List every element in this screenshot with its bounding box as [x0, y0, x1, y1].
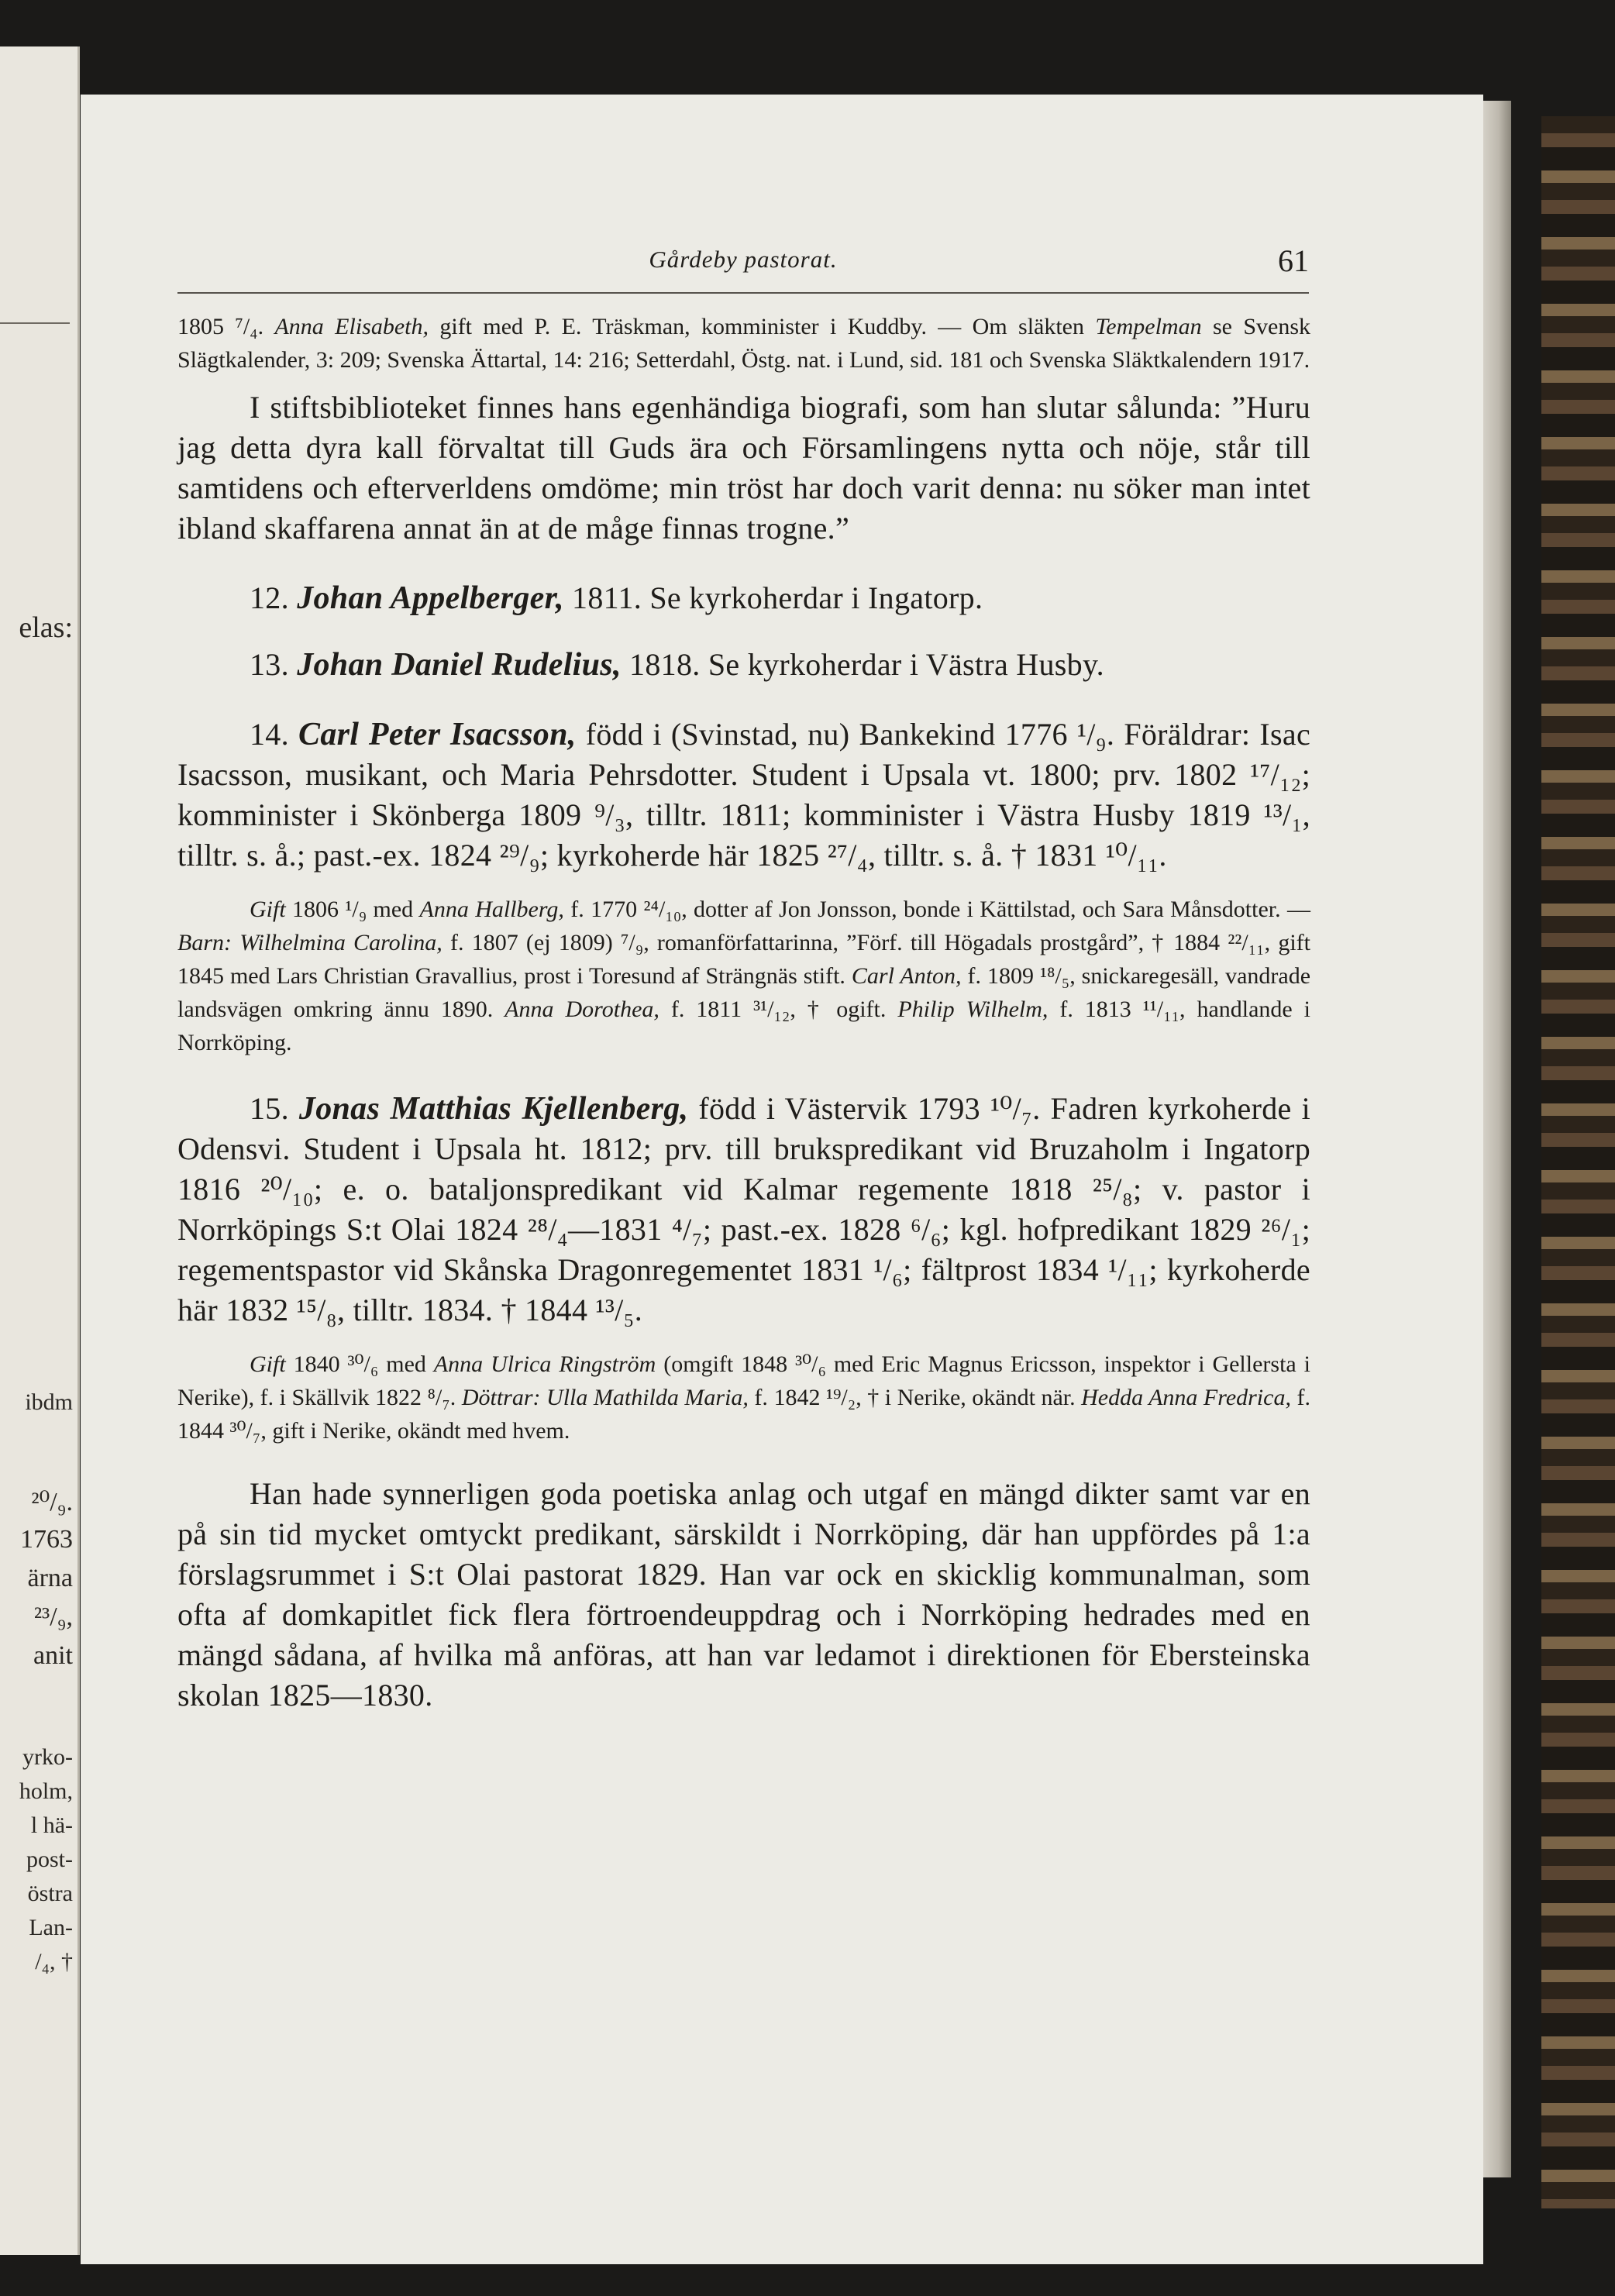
- page-stack-edge: [1480, 101, 1511, 2177]
- page-header: [177, 243, 1309, 294]
- note-text: f. 1807 (ej 1809) ⁷/₉, romanförfattarinna, ”Förf. till Högadals prostgård”, † 1884 ²²/₁₁, gift 1845 med Lars Christian Gravallius, prost i Toresund af Strängnäs stift.: [177, 930, 1311, 989]
- previous-page-fragment: östra: [27, 1881, 73, 1906]
- note-text: f. 1811 ³¹/₁₂, † ogift.: [659, 997, 898, 1022]
- previous-page-fragment: holm,: [19, 1778, 73, 1804]
- note-text: 1806 ¹/₉ med: [285, 897, 420, 922]
- note-name: Carl Anton,: [851, 963, 962, 989]
- entry-name: Johan Daniel Rudelius,: [297, 647, 622, 683]
- book-page: [81, 95, 1483, 2264]
- entry-name: Carl Peter Isacsson,: [298, 717, 577, 752]
- previous-page-fragment: /₄, †: [35, 1949, 73, 1974]
- previous-page-fragment: ärna: [27, 1564, 73, 1592]
- book-spine-edge: [1541, 116, 1615, 2208]
- note-name: Philip Wilhelm,: [897, 997, 1049, 1022]
- note-name: Anna Elisabeth,: [274, 314, 429, 339]
- note-text: f. 1770 ²⁴/₁₀, dotter af Jon Jonsson, bonde i Kättilstad, och Sara Månsdotter. —: [563, 897, 1310, 922]
- note-1805: [177, 310, 1310, 377]
- note-name: Barn: Wilhelmina Carolina,: [177, 930, 442, 955]
- note-text: f. 1813 ¹¹/₁₁, handlande i Norrköping.: [177, 997, 1311, 1055]
- entry-12: [177, 578, 1310, 618]
- note-name: Anna Dorothea,: [504, 997, 659, 1022]
- previous-page-edge: [0, 46, 80, 2255]
- previous-page-fragment: ²⁰/₉.: [31, 1488, 73, 1516]
- biography-quote-paragraph: I stiftsbiblioteket finnes hans egenhändiga biografi, som han slutar sålunda: ”Huru jag detta dyra kall förvaltat till Guds ära och Församlingens nytta och nöje, står till samtidens och efterverldens omdöme; min tröst har doch varit denna: nu söker man intet ibland skaffarena annat än at de måge finnas trogne.”: [177, 390, 1310, 546]
- previous-page-fragment: yrko-: [22, 1744, 73, 1770]
- previous-page-fragment: anit: [33, 1641, 73, 1670]
- note-text: gift med P. E. Träskman, komminister i Kuddby. — Om släkten: [429, 314, 1096, 339]
- note-text: se Svensk Slägtkalender, 3: 209; Svenska Ättartal, 14: 216; Setterdahl, Östg. nat. i Lund, sid. 181 och Svenska Släktkalendern 1917.: [177, 314, 1310, 373]
- entry-number: 14.: [250, 717, 299, 752]
- entry-name: Johan Appelberger,: [297, 580, 564, 616]
- note-name: Anna Hallberg,: [419, 897, 564, 922]
- note-label: Gift: [250, 1351, 286, 1377]
- closing-paragraph: Han hade synnerligen goda poetiska anlag och utgaf en mängd dikter samt var en på sin tid mycket omtyckt predikant, särskildt i Norrköping, där han uppfördes på 1:a förslagsrummet i S:t Olai pastorat 1829. Han var ock en skicklig kommunalman, som ofta af domkapitlet fick flera förtroendeuppdrag och i Norrköping hedrades med en mängd sådana, af hvilka må anföras, att han var ledamot i direktionen för Ebersteinska skolan 1825—1830.: [177, 1476, 1310, 1713]
- entry-number: 13.: [250, 647, 298, 682]
- page-body: [177, 310, 1310, 1716]
- entry-13: [177, 645, 1310, 685]
- note-text: f. 1809 ¹⁸/₅, snickaregesäll, vandrade landsvägen omkring ännu 1890.: [177, 963, 1311, 1022]
- note-family-name: Tempelman: [1095, 314, 1202, 339]
- note-text: (omgift 1848 ³⁰/₆ med Eric Magnus Ericsson, inspektor i Gellersta i Nerike), f. i Skällvik 1822 ⁸/₇.: [177, 1351, 1310, 1410]
- running-title: Gårdeby pastorat.: [649, 246, 838, 273]
- entry-14: [177, 714, 1310, 876]
- note-text: 1840 ³⁰/₆ med: [285, 1351, 434, 1377]
- entry-15: [177, 1089, 1310, 1330]
- note-text: f. 1844 ³⁰/₇, gift i Nerike, okändt med hvem.: [177, 1385, 1310, 1444]
- entry-number: 15.: [250, 1091, 299, 1126]
- entry-15-note: [177, 1348, 1310, 1447]
- previous-page-fragment: ²³/₉,: [33, 1602, 73, 1631]
- note-name: Hedda Anna Fredrica,: [1081, 1385, 1291, 1410]
- entry-text: 1818. Se kyrkoherdar i Västra Husby.: [621, 647, 1104, 682]
- page-number: 61: [1278, 243, 1309, 278]
- previous-page-fragment: ibdm: [25, 1389, 73, 1415]
- entry-text: 1811. Se kyrkoherdar i Ingatorp.: [563, 580, 983, 615]
- entry-text: född i Västervik 1793 ¹⁰/₇. Fadren kyrkoherde i Odensvi. Student i Upsala ht. 1812; prv. till brukspredikant vid Bruzaholm i Ingatorp 1816 ²⁰/₁₀; e. o. bataljonspredikant vid Kalmar regemente 1818 ²⁵/₈; v. pastor i Norrköpings S:t Olai 1824 ²⁸/₄—1831 ⁴/₇; past.-ex. 1828 ⁶/₆; kgl. hofpredikant 1829 ²⁶/₁; regementspastor vid Skånska Dragonregementet 1831 ¹/₆; fältprost 1834 ¹/₁₁; kyrkoherde här 1832 ¹⁵/₈, tilltr. 1834. † 1844 ¹³/₅.: [177, 1091, 1310, 1327]
- entry-name: Jonas Matthias Kjellenberg,: [298, 1091, 689, 1127]
- entry-14-note: [177, 893, 1310, 1059]
- previous-page-fragment: l hä-: [30, 1812, 73, 1838]
- note-name: Anna Ulrica Ringström: [433, 1351, 656, 1377]
- note-text: f. 1842 ¹⁹/₂, † i Nerike, okändt när.: [748, 1385, 1082, 1410]
- note-name: Döttrar: Ulla Mathilda Maria,: [461, 1385, 749, 1410]
- note-label: Gift: [250, 897, 286, 922]
- note-text: 1805 ⁷/₄.: [177, 314, 275, 339]
- previous-page-fragment: elas:: [19, 611, 73, 644]
- previous-page-fragment: 1763: [20, 1525, 73, 1554]
- previous-page-fragment: post-: [26, 1847, 73, 1872]
- previous-page-rule: [0, 322, 70, 324]
- previous-page-fragment: Lan-: [29, 1915, 73, 1940]
- entry-number: 12.: [250, 580, 298, 615]
- entry-text: född i (Svinstad, nu) Bankekind 1776 ¹/₉. Föräldrar: Isac Isacsson, musikant, och Maria Pehrsdotter. Student i Upsala vt. 1800; prv. 1802 ¹⁷/₁₂; komminister i Skönberga 1809 ⁹/₃, tilltr. 1811; komminister i Västra Husby 1819 ¹³/₁, tilltr. s. å.; past.-ex. 1824 ²⁹/₉; kyrkoherde här 1825 ²⁷/₄, tilltr. s. å. † 1831 ¹⁰/₁₁.: [177, 717, 1310, 873]
